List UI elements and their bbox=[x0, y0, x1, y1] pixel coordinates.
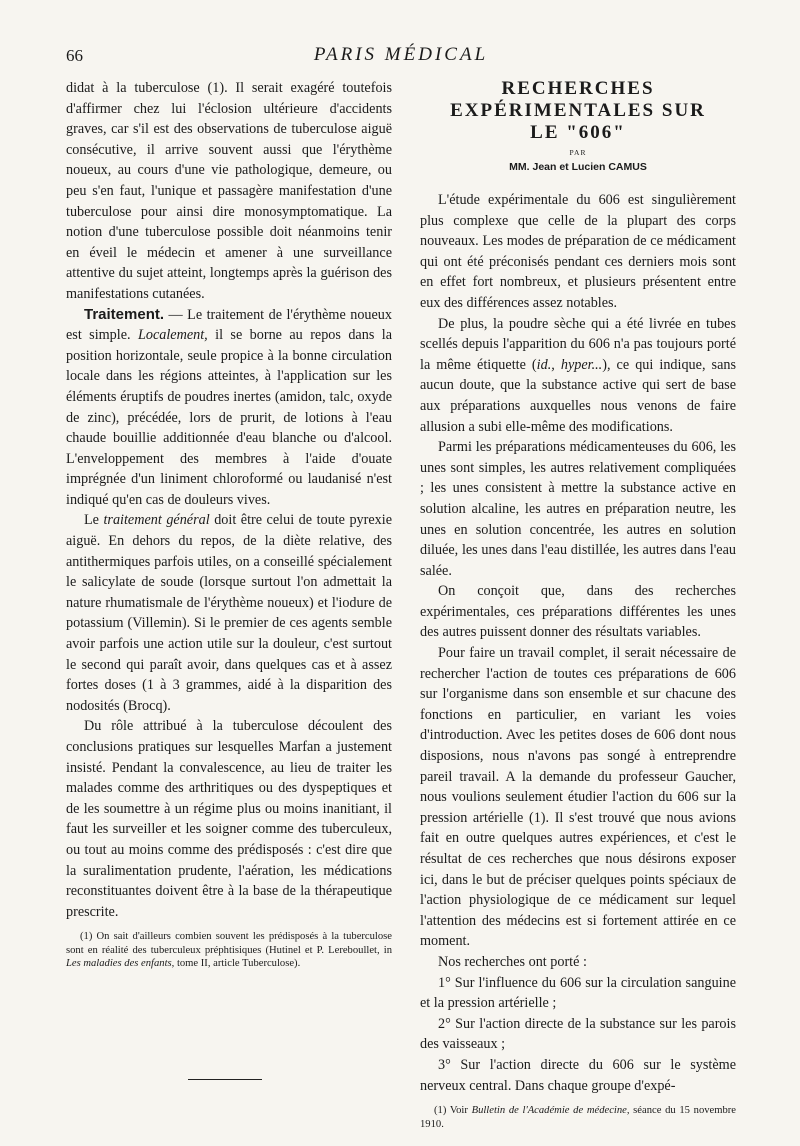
research-item-3: 3° Sur l'action directe du 606 sur le système nerveux central. Dans chaque groupe d'expé- bbox=[420, 1056, 736, 1094]
left-column bbox=[66, 78, 392, 1080]
left-p3-text-b: doit être celui de toute pyrexie aiguë. En dehors du repos, de la diète relative, des antithermiques parfois utiles, on a conseillé spécialement le salicylate de soude (lorsque surtout l'on admettait la nature rhumatismale de l'érythème noueux) et l'iodure de potassium (Villemin). Si le premier de ces agents semble avoir parfois une action utile sur la douleur, c'est surtout le second qui paraît avoir, dans quelques cas et à assez fortes doses (1 à 3 grammes, aidé à la disparition des nodosités (Brocq). bbox=[66, 512, 392, 714]
left-p2-italic: Localement, bbox=[137, 327, 208, 344]
right-paragraph-1: L'étude expérimentale du 606 est singulièrement plus complexe que celle de la plupart des corps nouveaux. Les modes de préparation de ce médicament qui ont été préconisés pendant ces derniers mois sont en effet fort nombreux, et plusieurs présentent entre eux des différences assez notables. bbox=[420, 192, 736, 311]
right-footnote-italic: Bulletin de l'Académie de médecine, bbox=[471, 1105, 630, 1117]
left-footnote-text-b: tome II, article Tuberculose). bbox=[174, 958, 301, 970]
section-end-rule bbox=[188, 1079, 262, 1080]
left-footnote-italic: Les maladies des enfants, bbox=[66, 958, 175, 970]
article-title-line-2: EXPÉRIMENTALES SUR bbox=[450, 100, 706, 121]
right-paragraph-5: Pour faire un travail complet, il serait nécessaire de rechercher l'action de toutes ces préparations de 606 sur l'organisme dans son ensemble et sur chacune des fonctions en particulier, en variant les voies d'introduction. Avec les petites doses de 606 dont nous disposions, nous n'avons pas songé à entreprendre pareil travail. A la demande du professeur Gaucher, nous voulions seulement étudier l'action du 606 sur la pression artérielle (1). Il s'est trouvé que nous avions fait en outre quelques autres expériences, et c'est le résultat de ces recherches que nous désirons exposer ici, dans le but de préciser quelques points spéciaux de l'action physiologique de ce médicament sur lequel l'attention des médecins est si fortement attirée en ce moment. bbox=[420, 645, 736, 950]
right-footnote bbox=[420, 1104, 736, 1131]
treatment-heading: Traitement. bbox=[84, 305, 165, 323]
left-paragraph-2 bbox=[66, 305, 392, 511]
right-column bbox=[420, 78, 736, 1131]
right-paragraph-2 bbox=[420, 314, 736, 438]
article-authors: MM. Jean et Lucien CAMUS bbox=[509, 161, 647, 173]
right-p2-text-b: ), ce qui indique, sans aucun doute, que la substance active qui sert de base aux préparations auxquelles nous venons de faire allusion a subi elle-même des modifications. bbox=[420, 356, 736, 435]
left-footnote-text-a: (1) On sait d'ailleurs combien souvent les prédisposés à la tuberculose sont en réalité des tuberculeux préphtisiques (Hutinel et P. Lereboullet, in bbox=[66, 931, 392, 956]
right-p2-text-a: De plus, la poudre sèche qui a été livrée en tubes scellés depuis l'apparition du 606 n'a pas toujours porté la même étiquette ( bbox=[420, 315, 736, 373]
right-p2-italic: id., hyper... bbox=[536, 356, 603, 373]
article-title-line-1: RECHERCHES bbox=[501, 78, 655, 99]
left-p2-text-b: il se borne au repos dans la position horizontale, seule propice à la bonne circulation locale dans les régions atteintes, à l'application sur les éléments éruptifs de poudres inertes (amidon, talc, oxyde de zinc), précédée, lors de prurit, de lotions à l'eau chaude bouillie additionnée d'eau blanche ou d'alcool. L'enveloppement des membres à l'aide d'ouate imprégnée d'un liniment chloroformé ou laudanisé n'est indiqué qu'en cas de douleurs vives. bbox=[66, 327, 392, 508]
byline-par: PAR bbox=[569, 148, 587, 157]
running-title: PARIS MÉDICAL bbox=[313, 44, 489, 65]
page-header bbox=[66, 44, 736, 70]
right-footnote-text-a: (1) Voir bbox=[434, 1105, 472, 1117]
left-paragraph-3 bbox=[66, 510, 392, 716]
right-paragraph-3: Parmi les préparations médicamenteuses du 606, les unes sont simples, les autres relativement compliquées ; les unes consistent à mettre la substance active en solution alcaline, les autres en préparation neutre, les unes en solution concentrée, les autres en solution diluée, les unes dans l'eau distillée, les autres dans l'eau salée. bbox=[420, 439, 736, 579]
research-item-1: 1° Sur l'influence du 606 sur la circulation sanguine et la pression artérielle ; bbox=[420, 974, 736, 1012]
right-footnote-text-b: séance du 15 novembre 1910. bbox=[420, 1105, 737, 1130]
page-number: 66 bbox=[66, 46, 83, 65]
right-paragraph-6: Nos recherches ont porté : bbox=[438, 953, 587, 970]
left-p2-text-a: — Le traitement de l'érythème noueux est simple. bbox=[66, 306, 392, 344]
article-title-line-3: LE "606" bbox=[530, 122, 626, 143]
left-footnote bbox=[66, 930, 392, 970]
article-title bbox=[420, 78, 736, 144]
research-item-2: 2° Sur l'action directe de la substance sur les parois des vaisseaux ; bbox=[420, 1015, 736, 1053]
left-paragraph-1: didat à la tuberculose (1). Il serait exagéré toutefois d'affirmer chez lui l'éclosion ultérieure d'accidents graves, car s'il est des observations de tuberculose aiguë consécutive, il arrive souvent aussi que l'érythème noueux, au cours d'une vie pathologique, demeure, ou peu s'en faut, l'unique et passagère manifestation d'une tuberculose pour ainsi dire monosymptomatique. La notion d'une tuberculose possible doit néanmoins tenir en éveil le médecin et amener à une surveillance attentive du sujet atteint, longtemps après la guérison des manifestations cutanées. bbox=[66, 80, 392, 302]
right-paragraph-4: On conçoit que, dans des recherches expérimentales, ces préparations différentes les unes des autres puissent donner des résultats variables. bbox=[420, 583, 736, 641]
left-p3-text-a: Le bbox=[84, 512, 104, 529]
left-paragraph-4: Du rôle attribué à la tuberculose découlent des conclusions pratiques sur lesquelles Marfan a justement insisté. Pendant la convalescence, au lieu de traiter les malades comme des arthritiques ou des dyspeptiques et de les soumettre à un régime plus ou moins inanitiant, il faut les surveiller et les soigner comme des tuberculeux, ou tout au moins comme des prédisposés : c'est dire que la suralimentation prudente, l'aération, les médications reconstituantes doivent être à la base de la thérapeutique prescrite. bbox=[66, 718, 392, 920]
left-p3-italic: traitement général bbox=[103, 512, 210, 529]
